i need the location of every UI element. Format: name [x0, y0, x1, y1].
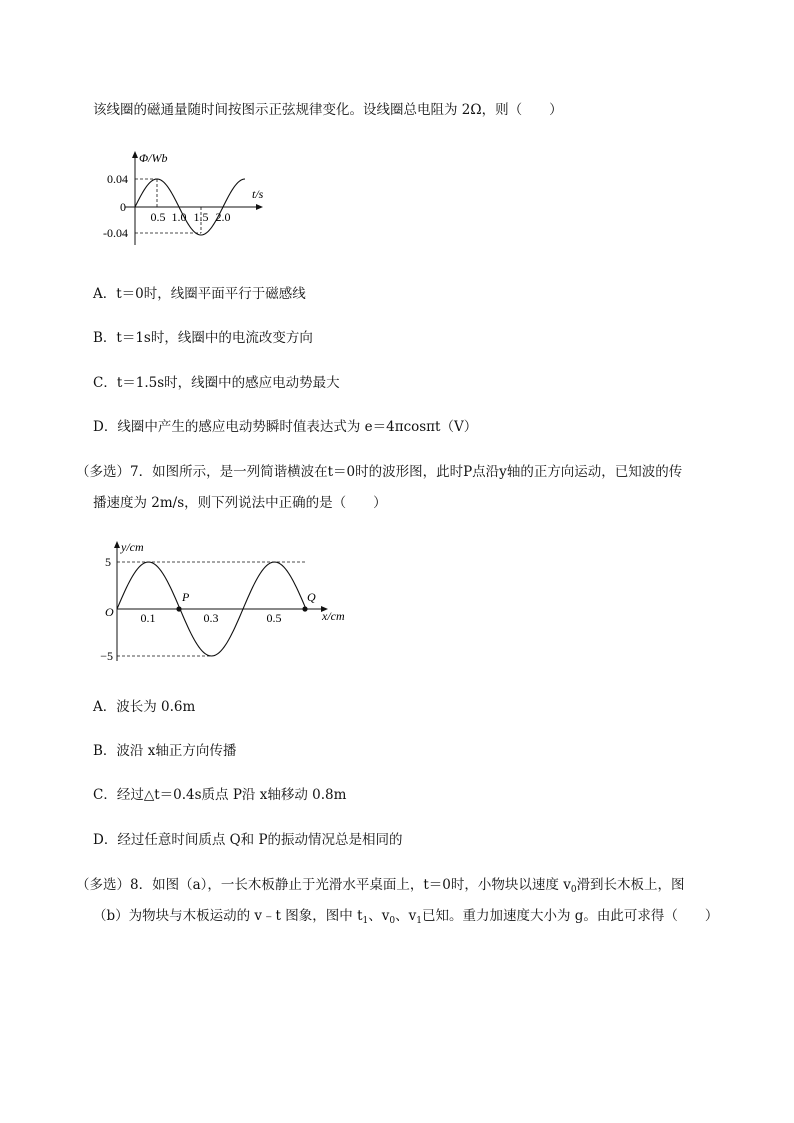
q7-option-a: A．波长为 0.6m: [93, 699, 196, 715]
q7-option-d: D．经过任意时间质点 Q和 P的振动情况总是相同的: [93, 832, 403, 848]
q8-text-1a: （多选）8．如图（a），一长木板静止于光滑水平桌面上，t＝0时，小物块以速度 v: [76, 877, 571, 893]
q8-text-2a: （b）为物块与木板运动的 v﹣t 图象，图中 t: [93, 908, 363, 924]
graph1-ytick-zero: 0: [120, 200, 126, 214]
graph2-y-arrow: [114, 541, 120, 548]
point-p-marker: [176, 606, 181, 611]
graph1-xtick-0-5: 0.5: [150, 210, 166, 224]
graph1-xtick-1-0: 1.0: [171, 210, 187, 224]
graph2-xtick-0-1: 0.1: [140, 611, 156, 625]
graph1-xtick-1-5: 1.5: [193, 210, 209, 224]
graph1-y-label: Φ/Wb: [139, 151, 168, 165]
graph2-origin-label: O: [105, 605, 114, 619]
question-6-stem: 该线圈的磁通量随时间按图示正弦规律变化。设线圈总电阻为 2Ω，则（ ）: [93, 102, 563, 118]
graph1-ytick-max: 0.04: [107, 172, 128, 186]
point-p-label: P: [182, 590, 190, 604]
q6-option-d: D．线圈中产生的感应电动势瞬时值表达式为 e＝4πcosπt（V）: [93, 419, 478, 435]
graph2-xtick-0-3: 0.3: [203, 611, 219, 625]
q6-option-c: C．t＝1.5s时，线圈中的感应电动势最大: [93, 375, 340, 391]
q8-text-2b: 、v: [368, 908, 390, 924]
q8-text-2d: 已知。重力加速度大小为 g。由此可求得（ ）: [421, 908, 719, 924]
q8-text-1b: 滑到长木板上，图: [576, 877, 685, 893]
graph2-x-label: x/cm: [322, 609, 345, 623]
flux-time-graph: [95, 145, 275, 250]
graph1-y-arrow: [132, 151, 138, 158]
q8-text-2c: 、v: [395, 908, 417, 924]
q8-sub-t1: 1: [362, 916, 369, 926]
question-8-stem-line1: [76, 875, 685, 900]
graph1-ytick-min: -0.04: [103, 226, 128, 240]
graph2-ytick-max: 5: [105, 555, 111, 569]
graph1-x-arrow: [256, 204, 263, 210]
q8-sub-v0-b: 0: [389, 916, 396, 926]
q8-sub-v0: 0: [570, 885, 577, 895]
q6-option-a: A．t＝0时，线圈平面平行于磁感线: [93, 286, 306, 302]
question-7-stem-line2: 播速度为 2m/s，则下列说法中正确的是（ ）: [93, 495, 387, 511]
question-7-stem-line1: （多选）7．如图所示，是一列简谐横波在t＝0时的波形图，此时P点沿y轴的正方向运动，已知波的传: [76, 464, 683, 480]
point-q-marker: [302, 606, 307, 611]
q8-sub-v1: 1: [416, 916, 422, 926]
q6-option-b: B．t＝1s时，线圈中的电流改变方向: [93, 330, 313, 346]
wave-graph: [97, 535, 367, 665]
graph1-xtick-2-0: 2.0: [215, 210, 231, 224]
graph2-y-label: y/cm: [121, 540, 144, 554]
graph2-ytick-min: −5: [100, 649, 113, 663]
point-q-label: Q: [307, 590, 316, 604]
q7-option-c: C．经过△t＝0.4s质点 P沿 x轴移动 0.8m: [93, 787, 347, 803]
graph2-xtick-0-5: 0.5: [266, 611, 282, 625]
graph1-x-label: t/s: [252, 187, 264, 201]
q7-option-b: B．波沿 x轴正方向传播: [93, 743, 237, 759]
question-8-stem-line2: [93, 906, 718, 931]
